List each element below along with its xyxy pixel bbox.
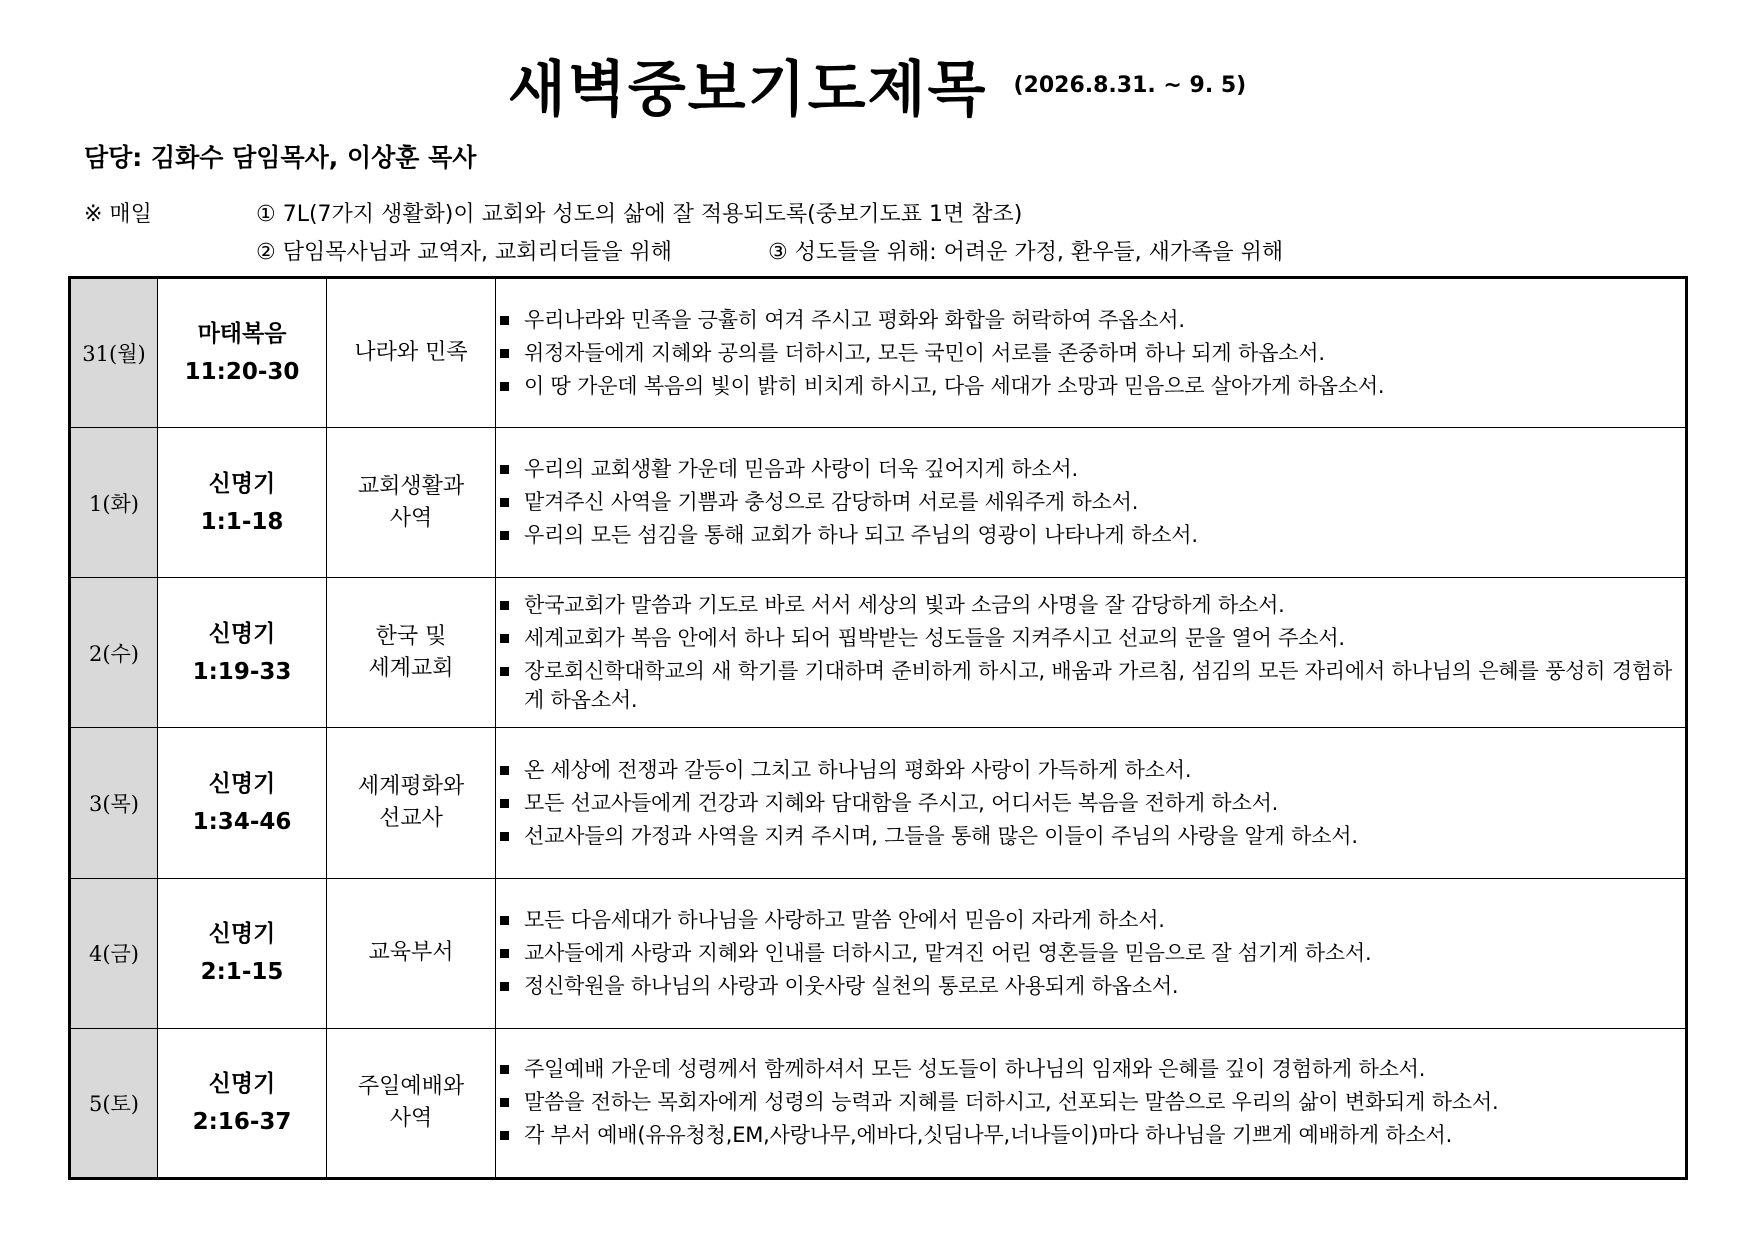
- prayer-text: 정신학원을 하나님의 사랑과 이웃사랑 실천의 통로로 사용되게 하옵소서.: [524, 973, 1179, 998]
- prayer-text: 모든 다음세대가 하나님을 사랑하고 말씀 안에서 믿음이 자라게 하소서.: [524, 907, 1165, 932]
- scripture-verses: 2:16-37: [192, 1108, 292, 1135]
- topic-line: 교육부서: [368, 940, 454, 966]
- prayer-text: 위정자들에게 지혜와 공의를 더하시고, 모든 국민이 서로를 존중하며 하나 되게 하옵소서.: [524, 340, 1325, 365]
- scripture-verses: 1:19-33: [192, 658, 292, 685]
- scripture-book: 신명기: [208, 620, 276, 647]
- bullet-icon: [500, 634, 509, 643]
- prayer-item: [496, 488, 1685, 517]
- bullet-icon: [500, 382, 509, 391]
- prayer-text: 온 세상에 전쟁과 갈등이 그치고 하나님의 평화와 사랑이 가득하게 하소서.: [524, 757, 1192, 782]
- day-row: [70, 878, 1687, 1028]
- prayer-text: 각 부서 예배(유유청청,EM,사랑나무,에바다,싯딤나무,너나들이)마다 하나님을 기쁘게 예배하게 하소서.: [524, 1123, 1453, 1148]
- prayer-cell: [496, 428, 1687, 578]
- topic-cell: [327, 878, 496, 1028]
- bullet-icon: [500, 465, 509, 474]
- prayer-text: 우리나라와 민족을 긍휼히 여겨 주시고 평화와 화합을 허락하여 주옵소서.: [524, 307, 1185, 332]
- scripture-verses: 1:1-18: [200, 508, 284, 535]
- topic-line: 사역: [389, 505, 433, 531]
- day-date: 1(화): [70, 428, 158, 578]
- bullet-icon: [500, 916, 509, 925]
- bullet-icon: [500, 982, 509, 991]
- prayer-item: [496, 591, 1685, 620]
- prayer-text: 장로회신학대학교의 새 학기를 기대하며 준비하게 하시고, 배움과 가르침, 섬김의 모든 자리에서 하나님의 은혜를 풍성히 경험하게 하옵소서.: [524, 658, 1673, 712]
- prayer-schedule-table: [68, 276, 1688, 1180]
- prayer-text: 교사들에게 사랑과 지혜와 인내를 더하시고, 맡겨진 어린 영혼들을 믿음으로 잘 섬기게 하소서.: [524, 940, 1372, 965]
- bullet-icon: [500, 498, 509, 507]
- prayer-text: 모든 선교사들에게 건강과 지혜와 담대함을 주시고, 어디서든 복음을 전하게 하소서.: [524, 790, 1279, 815]
- bullet-icon: [500, 316, 509, 325]
- prayer-cell: [496, 878, 1687, 1028]
- prayer-cell: [496, 578, 1687, 728]
- topic-line: 교회생활과: [357, 473, 465, 499]
- topic-cell: [327, 728, 496, 878]
- prayer-cell: [496, 278, 1687, 428]
- topic-line: 세계교회: [368, 655, 454, 681]
- scripture-verses: 11:20-30: [184, 359, 300, 386]
- daily-note-item: ③ 성도들을 위해: 어려운 가정, 환우들, 새가족을 위해: [768, 240, 1284, 265]
- day-date: 5(토): [70, 1028, 158, 1178]
- manager-line: 담당: 김화수 담임목사, 이상훈 목사: [84, 143, 477, 172]
- day-date: 3(목): [70, 728, 158, 878]
- day-date: 31(월): [70, 278, 158, 428]
- prayer-text: 선교사들의 가정과 사역을 지켜 주시며, 그들을 통해 많은 이들이 주님의 사랑을 알게 하소서.: [524, 823, 1358, 848]
- prayer-text: 주일예배 가운데 성령께서 함께하셔서 모든 성도들이 하나님의 임재와 은혜를 깊이 경험하게 하소서.: [524, 1057, 1426, 1082]
- scripture-cell: [158, 1028, 327, 1178]
- topic-cell: [327, 278, 496, 428]
- scripture-cell: [158, 728, 327, 878]
- prayer-item: [496, 339, 1685, 368]
- prayer-list: [496, 591, 1685, 715]
- prayer-text: 말씀을 전하는 목회자에게 성령의 능력과 지혜를 더하시고, 선포되는 말씀으로 우리의 삶이 변화되게 하소서.: [524, 1090, 1499, 1115]
- prayer-item: [496, 789, 1685, 818]
- daily-note-item: ② 담임목사님과 교역자, 교회리더들을 위해: [256, 240, 672, 265]
- topic-cell: [327, 578, 496, 728]
- date-range: (2026.8.31. ~ 9. 5): [1013, 72, 1247, 98]
- prayer-list: [496, 906, 1685, 1001]
- day-row: [70, 428, 1687, 578]
- scripture-verses: 1:34-46: [192, 809, 292, 836]
- prayer-item: [496, 972, 1685, 1001]
- bullet-icon: [500, 832, 509, 841]
- daily-note-item: ① 7L(7가지 생활화)이 교회와 성도의 삶에 잘 적용되도록(중보기도표 1면 참조): [256, 202, 1023, 227]
- day-row: [70, 1028, 1687, 1178]
- scripture-cell: [158, 278, 327, 428]
- day-row: [70, 578, 1687, 728]
- bullet-icon: [500, 601, 509, 610]
- topic-cell: [327, 1028, 496, 1178]
- prayer-text: 우리의 교회생활 가운데 믿음과 사랑이 더욱 깊어지게 하소서.: [524, 457, 1078, 482]
- prayer-item: [496, 657, 1685, 715]
- prayer-item: [496, 756, 1685, 785]
- prayer-item: [496, 624, 1685, 653]
- prayer-item: [496, 455, 1685, 484]
- prayer-cell: [496, 1028, 1687, 1178]
- topic-line: 한국 및: [375, 623, 447, 649]
- title-row: [0, 42, 1754, 128]
- bullet-icon: [500, 531, 509, 540]
- prayer-text: 한국교회가 말씀과 기도로 바로 서서 세상의 빛과 소금의 사명을 잘 감당하게 하소서.: [524, 592, 1285, 617]
- prayer-list: [496, 306, 1685, 401]
- bullet-icon: [500, 1065, 509, 1074]
- bullet-icon: [500, 766, 509, 775]
- prayer-list: [496, 1055, 1685, 1150]
- day-date: 2(수): [70, 578, 158, 728]
- prayer-cell: [496, 728, 1687, 878]
- scripture-book: 신명기: [208, 1070, 276, 1097]
- prayer-item: [496, 521, 1685, 550]
- prayer-text: 세계교회가 복음 안에서 하나 되어 핍박받는 성도들을 지켜주시고 선교의 문을 열어 주소서.: [524, 625, 1345, 650]
- prayer-item: [496, 372, 1685, 401]
- prayer-text: 맡겨주신 사역을 기쁨과 충성으로 감당하며 서로를 세워주게 하소서.: [524, 490, 1139, 515]
- prayer-text: 우리의 모든 섬김을 통해 교회가 하나 되고 주님의 영광이 나타나게 하소서.: [524, 523, 1198, 548]
- prayer-item: [496, 306, 1685, 335]
- prayer-item: [496, 1121, 1685, 1150]
- prayer-item: [496, 822, 1685, 851]
- scripture-book: 신명기: [208, 470, 276, 497]
- topic-line: 주일예배와: [357, 1073, 465, 1099]
- prayer-list: [496, 455, 1685, 550]
- bullet-icon: [500, 667, 509, 676]
- topic-line: 선교사: [379, 806, 443, 832]
- day-date: 4(금): [70, 878, 158, 1028]
- day-row: [70, 728, 1687, 878]
- topic-line: 세계평화와: [357, 774, 465, 800]
- topic-cell: [327, 428, 496, 578]
- topic-line: 나라와 민족: [354, 340, 468, 366]
- scripture-cell: [158, 428, 327, 578]
- prayer-item: [496, 1088, 1685, 1117]
- bullet-icon: [500, 349, 509, 358]
- scripture-cell: [158, 578, 327, 728]
- prayer-text: 이 땅 가운데 복음의 빛이 밝히 비치게 하시고, 다음 세대가 소망과 믿음으로 살아가게 하옵소서.: [524, 373, 1385, 398]
- prayer-item: [496, 939, 1685, 968]
- bullet-icon: [500, 799, 509, 808]
- bullet-icon: [500, 1131, 509, 1140]
- prayer-item: [496, 1055, 1685, 1084]
- scripture-book: 신명기: [208, 771, 276, 798]
- daily-note-label: ※ 매일: [84, 202, 152, 227]
- topic-line: 사역: [389, 1105, 433, 1131]
- scripture-verses: 2:1-15: [200, 959, 284, 986]
- bullet-icon: [500, 949, 509, 958]
- page-title: 새벽중보기도제목: [507, 55, 988, 125]
- scripture-cell: [158, 878, 327, 1028]
- scripture-book: 신명기: [208, 921, 276, 948]
- prayer-item: [496, 906, 1685, 935]
- scripture-book: 마태복음: [197, 321, 287, 348]
- day-row: [70, 278, 1687, 428]
- bullet-icon: [500, 1098, 509, 1107]
- prayer-list: [496, 756, 1685, 851]
